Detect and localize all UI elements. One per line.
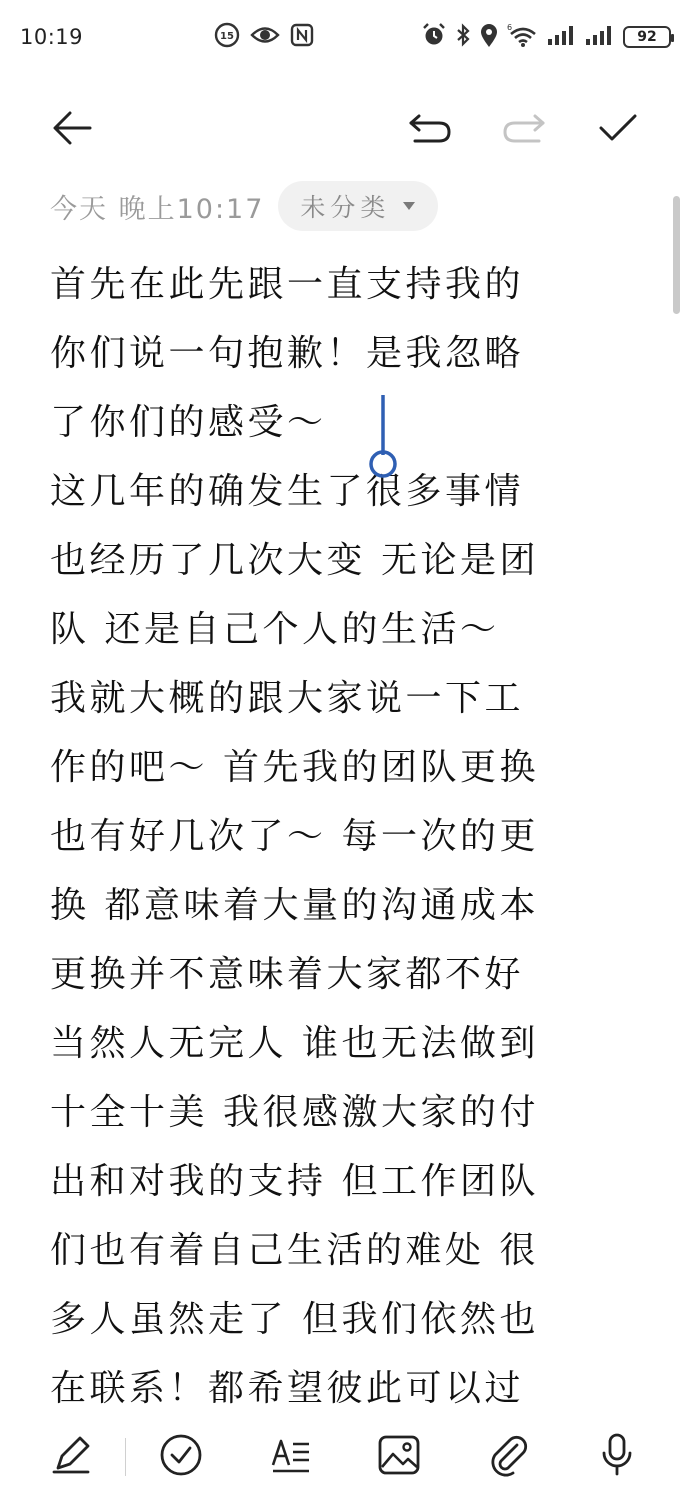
checkmark-icon <box>597 110 639 146</box>
svg-text:15: 15 <box>220 31 234 42</box>
note-line: 多人虽然走了 但我们依然也 <box>50 1299 539 1340</box>
note-line: 我就大概的跟大家说一下工 <box>50 678 525 719</box>
note-line: 也经历了几次大变 无论是团 <box>50 540 539 581</box>
note-line: 这几年的确发生了很多事情 <box>50 471 525 512</box>
note-line: 你们说一句抱歉！是我忽略 <box>50 333 525 374</box>
redo-icon <box>501 110 547 146</box>
done-button[interactable] <box>594 104 642 152</box>
status-time: 10:19 <box>20 25 84 49</box>
status-notification-icons <box>214 22 314 52</box>
voice-input-button[interactable] <box>588 1426 646 1484</box>
note-line: 也有好几次了～ 每一次的更 <box>50 816 539 857</box>
nfc-badge-icon <box>214 22 240 52</box>
attachment-icon <box>487 1433 531 1477</box>
text-format-icon <box>269 1435 313 1475</box>
pen-icon <box>50 1434 92 1476</box>
category-label: 未分类 <box>300 193 391 222</box>
note-line: 出和对我的支持 但工作团队 <box>50 1161 539 1202</box>
note-line: 队 还是自己个人的生活～ <box>50 609 500 650</box>
note-meta <box>50 180 438 232</box>
text-format-button[interactable] <box>262 1426 320 1484</box>
note-line: 十全十美 我很感激大家的付 <box>50 1092 539 1133</box>
toolbar-divider <box>125 1438 126 1476</box>
note-line: 换 都意味着大量的沟通成本 <box>50 885 539 926</box>
handwriting-button[interactable] <box>42 1426 100 1484</box>
bluetooth-icon <box>455 23 471 51</box>
note-line: 作的吧～ 首先我的团队更换 <box>50 747 539 788</box>
back-arrow-icon <box>50 108 94 148</box>
note-editor[interactable] <box>50 250 630 1408</box>
eye-icon <box>250 24 280 50</box>
redo-button[interactable] <box>500 104 548 152</box>
note-line: 们也有着自己生活的难处 很 <box>50 1230 539 1271</box>
undo-button[interactable] <box>406 104 454 152</box>
status-system-icons <box>421 22 671 52</box>
note-line: 更换并不意味着大家都不好 <box>50 954 525 995</box>
note-line: 当然人无完人 谁也无法做到 <box>50 1023 539 1064</box>
checklist-button[interactable] <box>152 1426 210 1484</box>
battery-icon: 92 <box>623 26 671 48</box>
text-cursor-handle[interactable] <box>369 393 401 479</box>
note-line: 在联系！都希望彼此可以过 <box>50 1368 525 1408</box>
status-bar <box>0 0 689 76</box>
bottom-toolbar <box>0 1420 689 1490</box>
note-line: 了你们的感受～ <box>50 402 327 443</box>
undo-icon <box>407 110 453 146</box>
note-line: 首先在此先跟一直支持我的 <box>50 264 525 305</box>
nfc-icon <box>290 23 314 51</box>
wifi-icon <box>507 22 539 52</box>
note-timestamp: 今天 晚上10:17 <box>50 193 265 225</box>
note-toolbar <box>0 92 689 164</box>
microphone-icon <box>599 1432 635 1478</box>
checklist-icon <box>159 1433 203 1477</box>
dropdown-triangle-icon <box>402 201 416 211</box>
attachment-button[interactable] <box>480 1426 538 1484</box>
signal-icon <box>585 24 615 50</box>
signal-icon <box>547 24 577 50</box>
svg-text:6: 6 <box>507 23 513 32</box>
insert-image-button[interactable] <box>370 1426 428 1484</box>
location-icon <box>479 22 499 52</box>
back-button[interactable] <box>48 104 96 152</box>
category-dropdown[interactable] <box>278 181 438 231</box>
image-icon <box>377 1434 421 1476</box>
scrollbar[interactable] <box>673 196 680 314</box>
alarm-icon <box>421 22 447 52</box>
